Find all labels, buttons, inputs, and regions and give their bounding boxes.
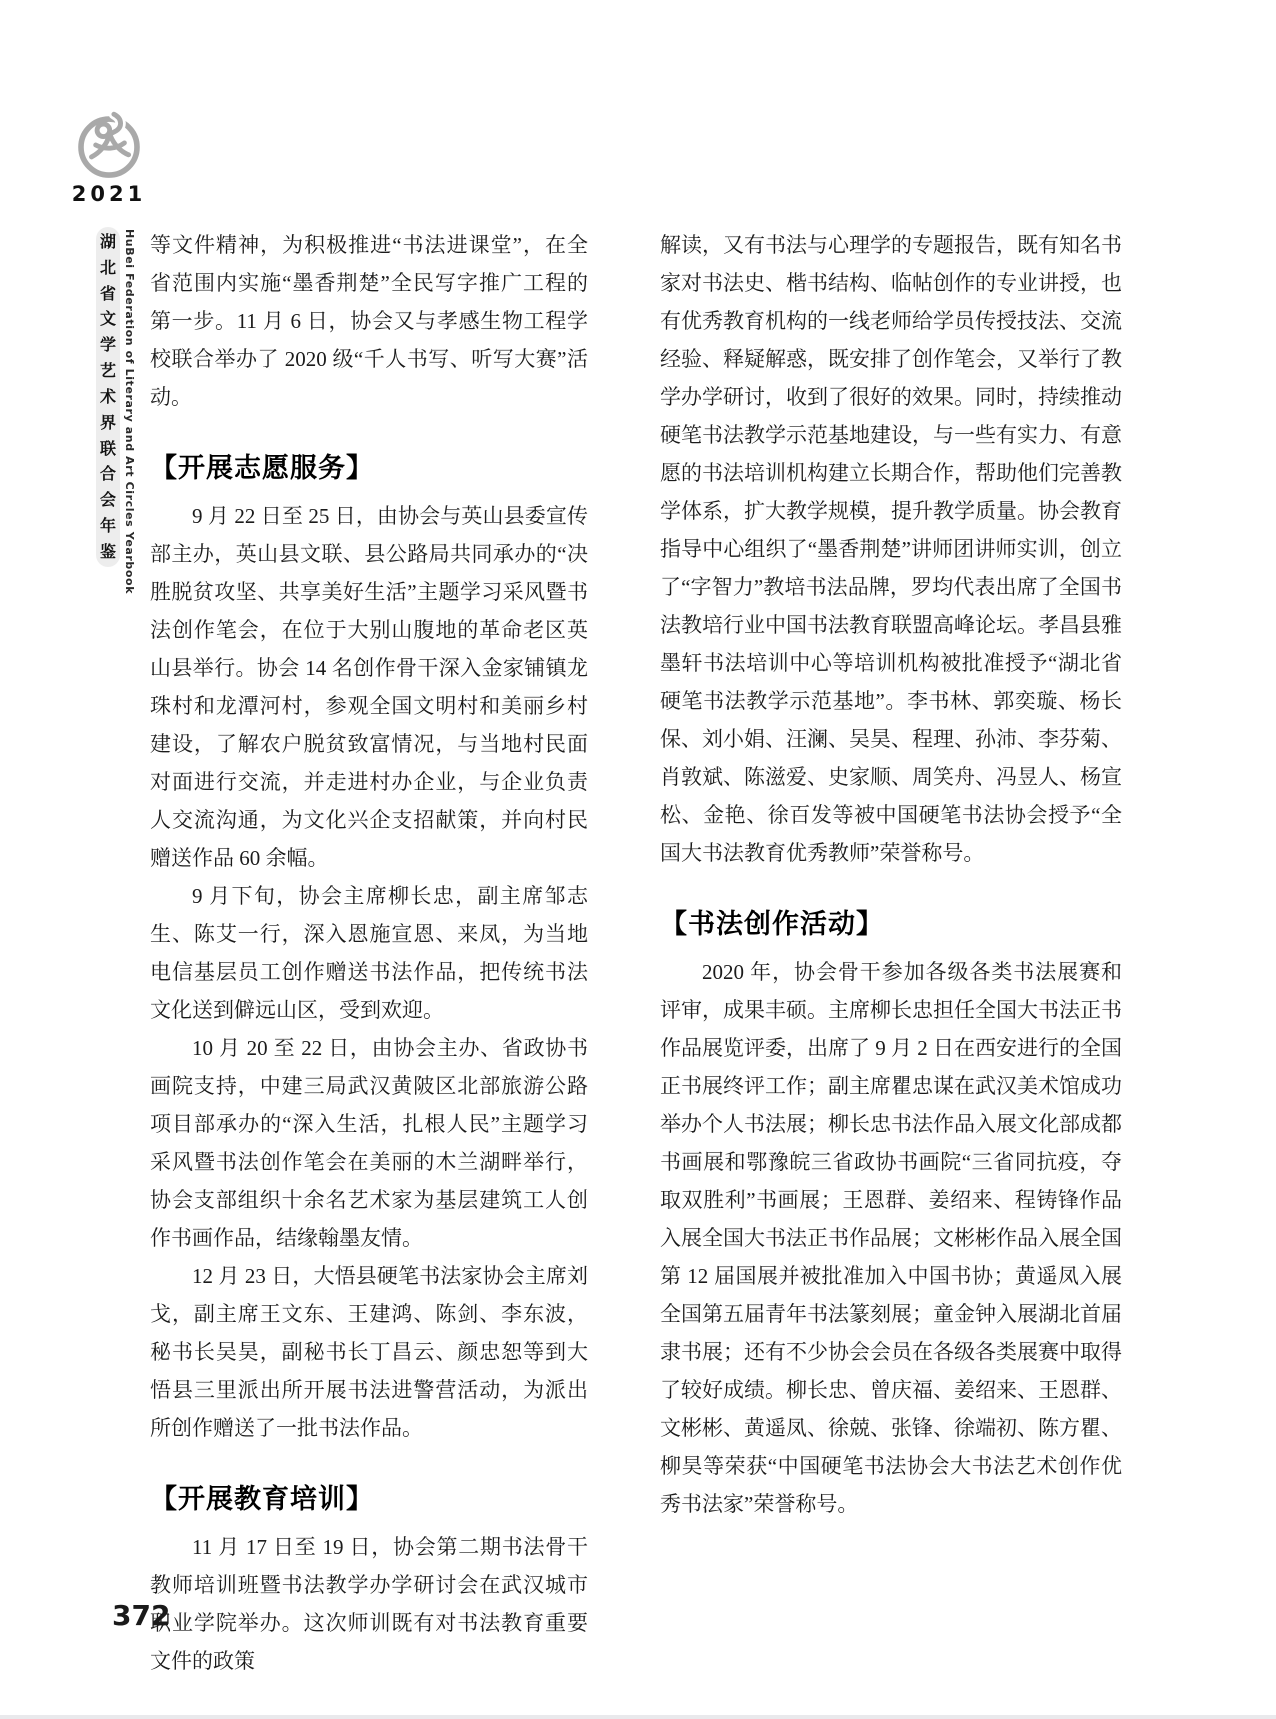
edition-year: 2021 [71, 182, 147, 206]
sidebar-char: 联 [99, 438, 116, 458]
paragraph-yingshan-trip: 9 月 22 日至 25 日，由协会与英山县委宣传部主办，英山县文联、县公路局共同承办的“决胜脱贫攻坚、共享美好生活”主题学习采风暨书法创作笔会，在位于大别山腹地的革命老区英山县举行。协会 14 名创作骨干深入金家铺镇龙珠村和龙潭河村，参观全国文明村和美丽乡村建设，了解农户脱贫致富情况，与当地村民面对面进行交流，并走进村办企业，与企业负责人交流沟通，为文化兴企支招献策，并向村民赠送作品 60 余幅。 [150, 504, 588, 870]
sidebar-char: 界 [99, 412, 116, 432]
sidebar-char: 学 [99, 335, 116, 355]
sidebar-char: 术 [99, 386, 116, 406]
federation-logo-icon [74, 110, 144, 180]
sidebar-char: 年 [99, 516, 116, 536]
page-number: 372 [112, 1599, 171, 1632]
sidebar-char: 北 [99, 257, 116, 277]
section-heading-calligraphy-creation: 【书法创作活动】 [660, 909, 884, 940]
sidebar-char: 湖 [99, 232, 116, 251]
paragraph-mulan-lake: 10 月 20 至 22 日，由协会主办、省政协书画院支持，中建三局武汉黄陂区北部旅游公路项目部承办的“深入生活，扎根人民”主题学习采风暨书法创作笔会在美丽的木兰湖畔举行，协会支部组织十余名艺术家为基层建筑工人创作书画作品，结缘翰墨友情。 [150, 1036, 588, 1250]
sidebar-title-en: HuBei Federation of Literary and Art Circles Yearbook [123, 229, 136, 595]
sidebar-char: 会 [99, 490, 116, 510]
paragraph-enshi-trip: 9 月下旬，协会主席柳长忠，副主席邹志生、陈艾一行，深入恩施宣恩、来凤，为当地电信基层员工创作赠送书法作品，把传统书法文化送到僻远山区，受到欢迎。 [150, 884, 588, 1022]
paragraph-teacher-training: 11 月 17 日至 19 日，协会第二期书法骨干教师培训班暨书法教学办学研讨会在武汉城市职业学院举办。这次师训既有对书法教育重要文件的政策 [150, 1535, 588, 1673]
paragraph-continued-from-left-column: 解读，又有书法与心理学的专题报告，既有知名书家对书法史、楷书结构、临帖创作的专业讲授，也有优秀教育机构的一线老师给学员传授技法、交流经验、释疑解惑，既安排了创作笔会，又举行了教学办学研讨，收到了很好的效果。同时，持续推动硬笔书法教学示范基地建设，与一些有实力、有意愿的书法培训机构建立长期合作，帮助他们完善教学体系，扩大教学规模，提升教学质量。协会教育指导中心组织了“墨香荆楚”讲师团讲师实训，创立了“字智力”教培书法品牌，罗均代表出席了全国书法教培行业中国书法教育联盟高峰论坛。孝昌县雅墨轩书法培训中心等培训机构被批准授予“湖北省硬笔书法教学示范基地”。李书林、郭奕璇、杨长保、刘小娟、汪澜、吴昊、程理、孙沛、李芬菊、肖敦斌、陈滋爱、史家顺、周笑舟、冯昱人、杨宣松、金艳、徐百发等被中国硬笔书法协会授予“全国大书法教育优秀教师”荣誉称号。 [660, 233, 1122, 865]
left-column [150, 226, 588, 1680]
section-heading-volunteer-service: 【开展志愿服务】 [150, 453, 374, 484]
section-heading-education-training: 【开展教育培训】 [150, 1484, 374, 1515]
paragraph-dawu-police: 12 月 23 日，大悟县硬笔书法家协会主席刘戈，副主席王文东、王建鸿、陈剑、李东波，秘书长吴昊，副秘书长丁昌云、颜忠恕等到大悟县三里派出所开展书法进警营活动，为派出所创作赠送了一批书法作品。 [150, 1264, 588, 1440]
sidebar-char: 省 [99, 283, 116, 303]
sidebar-char: 文 [99, 309, 116, 329]
right-column [660, 226, 1122, 1523]
sidebar-char: 艺 [99, 361, 116, 381]
sidebar-title-cn [96, 227, 120, 567]
sidebar-char: 鉴 [99, 541, 116, 561]
page-bottom-edge [0, 1715, 1276, 1719]
paragraph-continued-from-previous-page: 等文件精神，为积极推进“书法进课堂”，在全省范围内实施“墨香荆楚”全民写字推广工程的第一步。11 月 6 日，协会又与孝感生物工程学校联合举办了 2020 级“千人书写、听写大赛”活动。 [150, 233, 588, 409]
sidebar-char: 合 [99, 464, 116, 484]
paragraph-exhibition-results: 2020 年，协会骨干参加各级各类书法展赛和评审，成果丰硕。主席柳长忠担任全国大书法正书作品展览评委，出席了 9 月 2 日在西安进行的全国正书展终评工作；副主席瞿忠谋在武汉美术馆成功举办个人书法展；柳长忠书法作品入展文化部成都书画展和鄂豫皖三省政协书画院“三省同抗疫，夺取双胜利”书画展；王恩群、姜绍来、程铸锋作品入展全国大书法正书作品展；文彬彬作品入展全国第 12 届国展并被批准加入中国书协；黄遥凤入展全国第五届青年书法篆刻展；童金钟入展湖北首届隶书展；还有不少协会会员在各级各类展赛中取得了较好成绩。柳长忠、曾庆福、姜绍来、王恩群、文彬彬、黄遥凤、徐兢、张锋、徐端初、陈方瞿、柳昊等荣获“中国硬笔书法协会大书法艺术创作优秀书法家”荣誉称号。 [660, 960, 1122, 1516]
